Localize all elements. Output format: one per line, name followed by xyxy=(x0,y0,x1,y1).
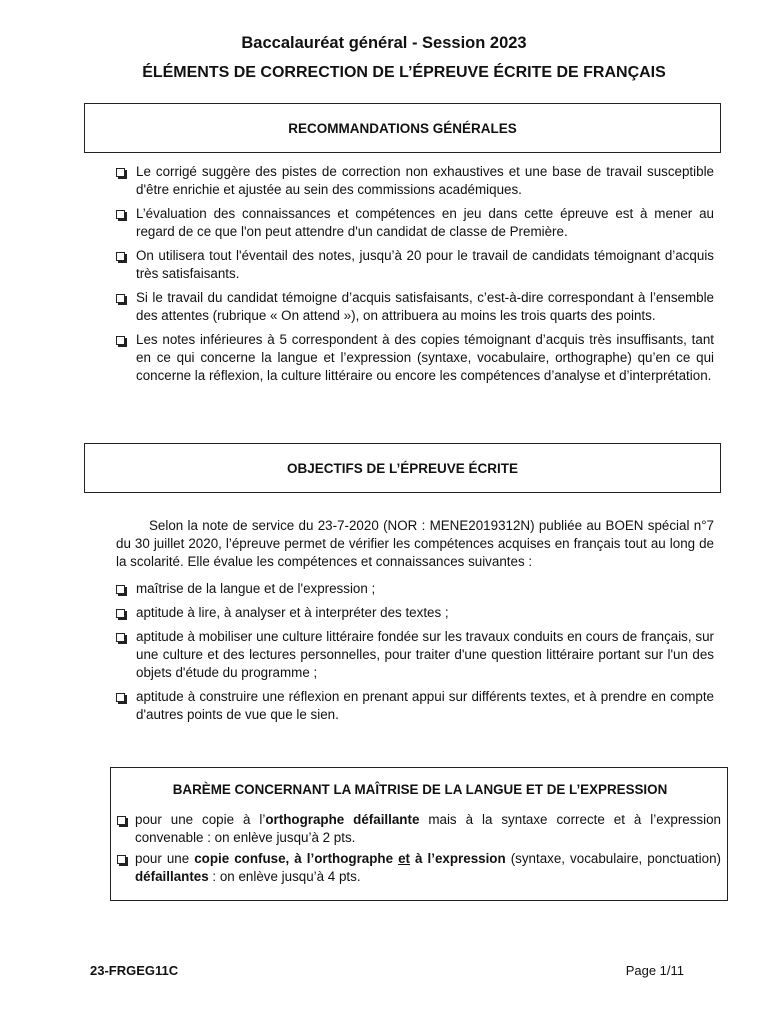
checkbox-bullet-icon xyxy=(117,855,126,864)
recommandations-heading-box xyxy=(84,103,721,153)
text-segment: mais à la syntaxe correcte et à l’expression convenable : on enlève jusqu’à 2 pts. xyxy=(135,812,721,845)
bareme-box xyxy=(110,767,728,901)
text-segment: pour une xyxy=(135,851,195,866)
list-item xyxy=(116,628,714,682)
text-segment: : on enlève jusqu’à 4 pts. xyxy=(208,869,361,884)
page-number: Page 1/11 xyxy=(625,963,684,978)
objectifs-list xyxy=(116,580,714,730)
document-code: 23-FRGEG11C xyxy=(90,963,179,978)
page-title: Baccalauréat général - Session 2023 xyxy=(241,34,527,52)
objectifs-heading-box xyxy=(84,443,721,493)
text-segment-bold: copie confuse, à l’orthographe xyxy=(194,851,399,866)
list-item xyxy=(117,850,721,886)
recommandations-list xyxy=(116,163,714,391)
list-item xyxy=(116,580,714,598)
checkbox-bullet-icon xyxy=(116,210,125,219)
checkbox-bullet-icon xyxy=(116,168,125,177)
list-item xyxy=(116,289,714,325)
list-item xyxy=(116,247,714,283)
list-item xyxy=(116,163,714,199)
text-segment: (syntaxe, vocabulaire, ponctuation) xyxy=(505,851,721,866)
list-item xyxy=(116,688,714,724)
recommandations-heading: RECOMMANDATIONS GÉNÉRALES xyxy=(288,120,517,136)
checkbox-bullet-icon xyxy=(116,633,125,642)
list-item-text: aptitude à lire, à analyser et à interpréter des textes ; xyxy=(136,605,449,620)
checkbox-bullet-icon xyxy=(116,609,125,618)
list-item xyxy=(116,604,714,622)
checkbox-bullet-icon xyxy=(116,336,125,345)
list-item-text: aptitude à mobiliser une culture littéraire fondée sur les travaux conduits en cours de français, sur une culture et des lectures personnelles, pour traiter d'une question littéraire portant sur l'un des objets d'étude du programme ; xyxy=(136,629,714,680)
text-segment-bold: défaillantes xyxy=(135,869,209,884)
list-item-text: On utilisera tout l'éventail des notes, jusqu’à 20 pour le travail de candidats témoignant d’acquis très satisfaisants. xyxy=(136,248,714,281)
list-item xyxy=(117,811,721,847)
text-segment: pour une copie à l’ xyxy=(135,812,266,827)
checkbox-bullet-icon xyxy=(116,252,125,261)
checkbox-bullet-icon xyxy=(117,816,126,825)
text-segment-bold-underlined: et xyxy=(398,851,411,866)
bareme-heading: BARÈME CONCERNANT LA MAÎTRISE DE LA LANGUE ET DE L’EXPRESSION xyxy=(172,782,668,797)
checkbox-bullet-icon xyxy=(116,294,125,303)
list-item xyxy=(116,331,714,385)
checkbox-bullet-icon xyxy=(116,693,125,702)
objectifs-heading: OBJECTIFS DE L’ÉPREUVE ÉCRITE xyxy=(286,460,519,476)
objectifs-intro: Selon la note de service du 23-7-2020 (NOR : MENE2019312N) publiée au BOEN spécial n°7 du 30 juillet 2020, l’épreuve permet de vérifier les compétences acquises en français tout au long de la scolarité. Elle évalue les compétences et connaissances suivantes : xyxy=(116,518,714,569)
list-item-text: Si le travail du candidat témoigne d’acquis satisfaisants, c’est-à-dire correspondant à l’ensemble des attentes (rubrique « On attend »), on attribuera au moins les trois quarts des points. xyxy=(136,290,714,323)
bareme-list xyxy=(117,811,721,889)
list-item-text: Les notes inférieures à 5 correspondent à des copies témoignant d’acquis très insuffisants, tant en ce qui concerne la langue et l’expression (syntaxe, vocabulaire, orthographe) qu’en ce qui concerne la réflexion, la culture littéraire ou encore les compétences d’analyse et d’interprétation. xyxy=(136,332,714,383)
page-subtitle: ÉLÉMENTS DE CORRECTION DE L’ÉPREUVE ÉCRITE DE FRANÇAIS xyxy=(142,64,666,81)
bareme-item-2 xyxy=(135,851,721,884)
list-item-text: Le corrigé suggère des pistes de correction non exhaustives et une base de travail susceptible d'être enrichie et ajustée au sein des commissions académiques. xyxy=(136,164,714,197)
list-item xyxy=(116,205,714,241)
list-item-text: L’évaluation des connaissances et compétences en jeu dans cette épreuve est à mener au regard de ce que l'on peut attendre d'un candidat de classe de Première. xyxy=(136,206,714,239)
bareme-item-1 xyxy=(135,812,721,845)
text-segment-bold: à l’expression xyxy=(410,851,506,866)
text-segment-bold: orthographe défaillante xyxy=(265,812,420,827)
list-item-text: maîtrise de la langue et de l'expression ; xyxy=(136,581,376,596)
list-item-text: aptitude à construire une réflexion en prenant appui sur différents textes, et à prendre en compte d'autres points de vue que le sien. xyxy=(136,689,714,722)
checkbox-bullet-icon xyxy=(116,585,125,594)
